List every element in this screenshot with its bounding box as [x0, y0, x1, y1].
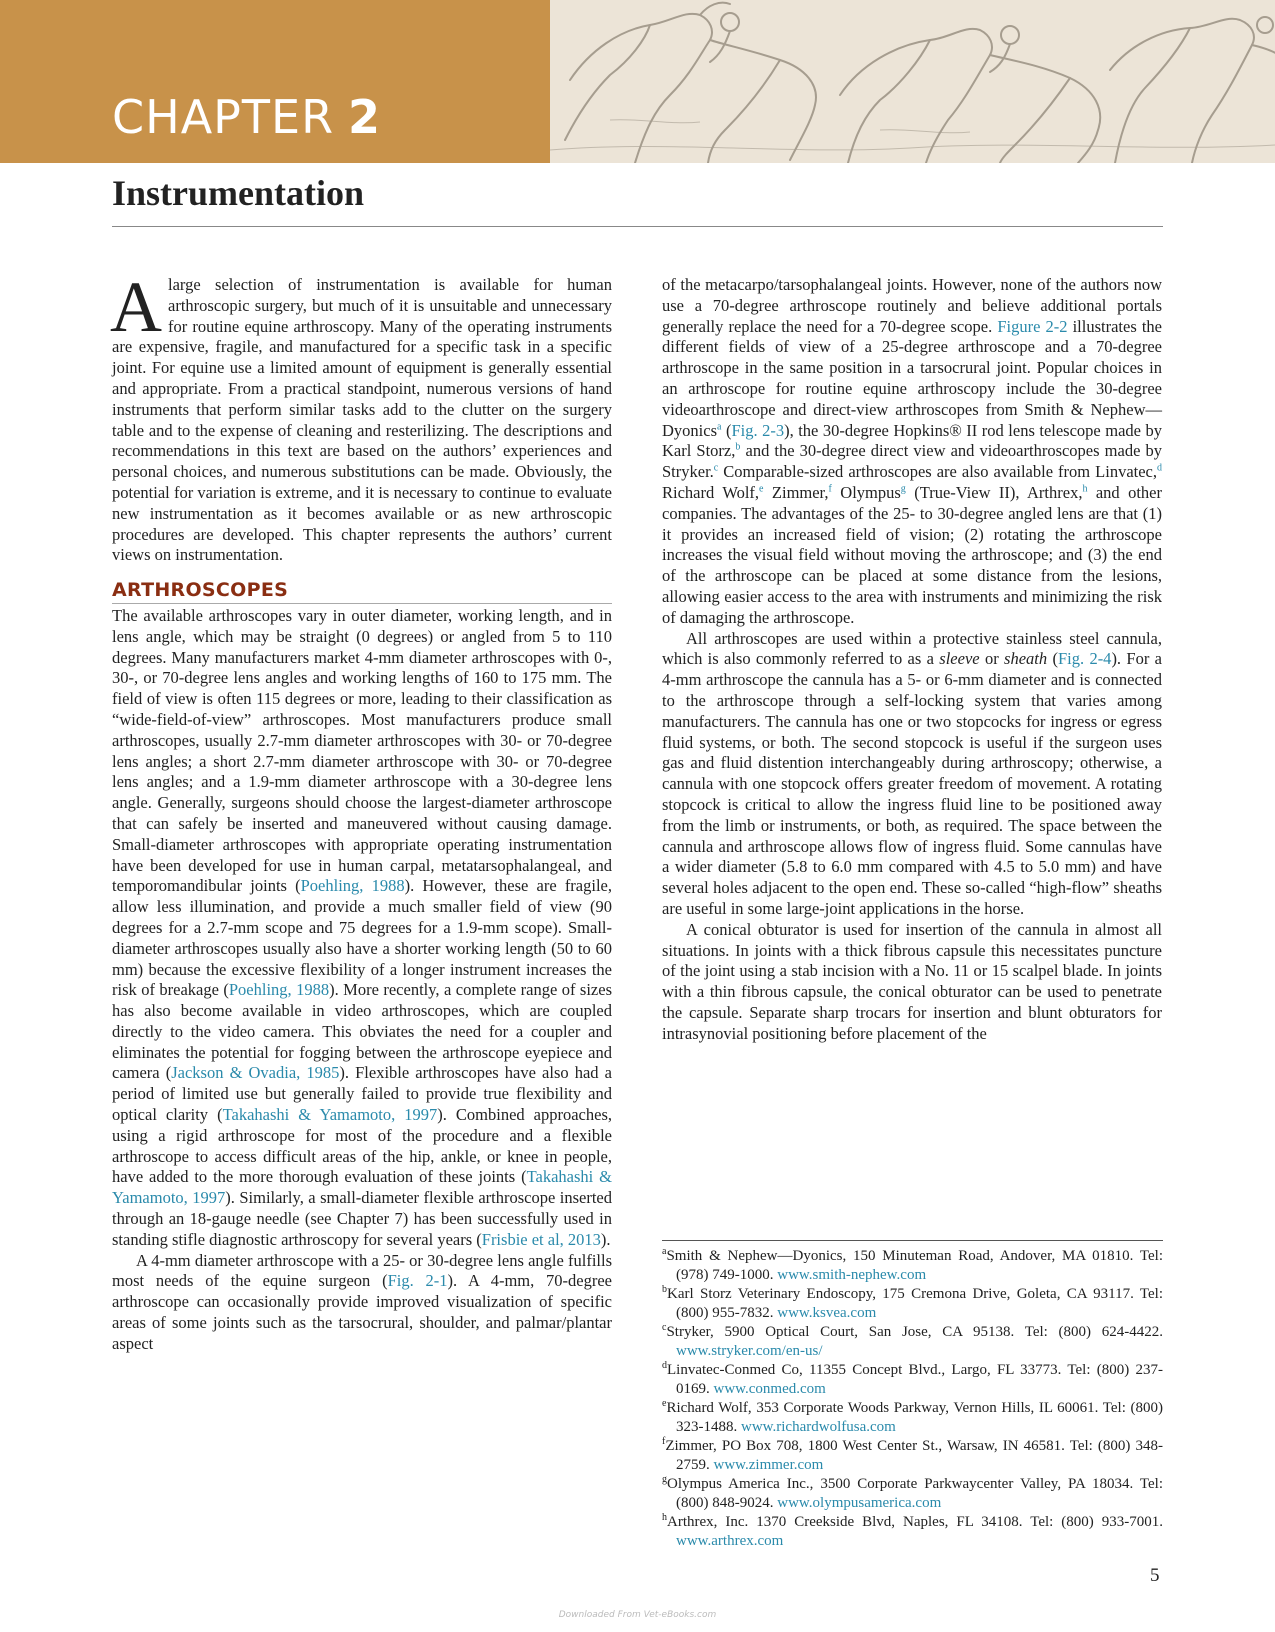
body-text: Comparable-sized arthroscopes are also available from Linvatec, [718, 462, 1157, 482]
body-text: The available arthroscopes vary in outer diameter, working length, and in lens angle, which may be straight (0 degrees) or angled from 5 to 110 degrees. Many manufacturers market 4-mm diameter arthroscopes with 0-, 30-, or 70-degree lens angles and working lengths of 160 to 175 mm. The field of view is often 115 degrees or more, leading to their classification as “wide-field-of-view” arthroscopes. Most manufacturers produce small arthroscopes, usually 2.7-mm diameter arthroscopes with 30- or 70-degree lens angles; a short 2.7-mm diameter arthroscope with 30- or 70-degree lens angles; and a 1.9-mm diameter arthroscope with a 30-degree lens angle. Generally, surgeons should choose the largest-diameter arthroscope that can safely be inserted and maneuvered without causing damage. Small-diameter arthroscopes with appropriate operating instrumentation have been developed for use in human carpal, metatarsophalangeal, and temporomandibular joints ( [112, 605, 612, 896]
page-number: 5 [1150, 1565, 1160, 1586]
citation-link[interactable]: Frisbie et al, 2013 [481, 1229, 601, 1249]
footnote-item [662, 1323, 1163, 1361]
body-text: ). Flexible arthroscopes have also had a period of limited use but generally failed to provide true flexibility and optical clarity ( [112, 1063, 612, 1125]
body-text: ( [721, 420, 732, 440]
footnote-url-link[interactable]: www.ksvea.com [777, 1305, 877, 1321]
footnote-mark: d [662, 1360, 667, 1371]
footnote-mark: g [662, 1474, 667, 1485]
body-text: ). Similarly, a small-diameter flexible arthroscope inserted through an 18-gauge needle (see Chapter 7) has been successfully used in standing stifle diagnostic arthroscopy for several years ( [112, 1188, 613, 1249]
chapter-number: 2 [348, 90, 382, 144]
body-text: ), the 30-degree Hopkins® II rod lens telescope made by Karl Storz, [662, 420, 1162, 461]
footnote-ref[interactable]: b [735, 441, 741, 453]
footnote-url-link[interactable]: www.stryker.com/en-us/ [676, 1343, 823, 1359]
citation-link[interactable]: Takahashi & Yamamoto, 1997 [222, 1105, 438, 1125]
footnote-ref[interactable]: e [759, 483, 764, 495]
footnote-text: Olympus America Inc., 3500 Corporate Parkwaycenter Valley, PA 18034. Tel: (800) 848-9024. [667, 1476, 1163, 1511]
body-text: ). [600, 1229, 611, 1249]
body-text: ). A 4-mm, 70-degree arthroscope can occasionally provide improved visualization of specific areas of some joints such as the tarsocrural, shoulder, and palmar/plantar aspect [112, 1271, 612, 1353]
body-text: and the 30-degree direct view and videoarthroscopes made by Stryker. [662, 441, 1162, 482]
body-text: A 4-mm diameter arthroscope with a 25- or 30-degree lens angle fulfills most needs of the equine surgeon ( [112, 1250, 612, 1291]
footnote-mark: b [662, 1284, 667, 1295]
footnote-mark: e [662, 1398, 667, 1409]
citation-link[interactable]: Takahashi & Yamamoto, 1997 [112, 1167, 612, 1208]
body-text: ). Combined approaches, using a rigid arthroscope for most of the procedure and a flexible arthroscope to access difficult areas of the hip, ankle, or knee in people, have added to the more thorough evaluation of these joints ( [112, 1105, 612, 1187]
footnote-url-link[interactable]: www.richardwolfusa.com [741, 1419, 896, 1435]
body-text: illustrates the different fields of view of a 25-degree arthroscope and a 70-degree arthroscope in the same position in a tarsocrural joint. Popular choices in an arthroscope for routine equine arthroscopy include the 30-degree videoarthroscope and direct-view arthroscopes from Smith & Nephew—Dyonics [662, 316, 1162, 440]
footnote-ref[interactable]: g [900, 483, 906, 495]
footnote-item [662, 1513, 1163, 1551]
footnote-text: Smith & Nephew—Dyonics, 150 Minuteman Road, Andover, MA 01810. Tel: (978) 749-1000. [666, 1248, 1163, 1283]
footnote-item [662, 1437, 1163, 1475]
drop-cap: A [110, 267, 162, 347]
body-paragraph [662, 629, 1162, 920]
footnote-ref[interactable]: h [1082, 483, 1088, 495]
chapter-word: CHAPTER [112, 90, 335, 144]
intro-paragraph [110, 267, 612, 566]
emphasis-text: sleeve [939, 649, 980, 669]
body-paragraph [112, 606, 612, 1251]
footnote-url-link[interactable]: www.zimmer.com [713, 1457, 824, 1473]
footnote-ref[interactable]: c [713, 462, 719, 474]
footnote-ref[interactable]: d [1157, 462, 1162, 474]
figure-link[interactable]: Fig. 2-1 [387, 1271, 448, 1291]
footnote-url-link[interactable]: www.arthrex.com [676, 1533, 784, 1549]
citation-link[interactable]: Poehling, 1988 [228, 980, 330, 1000]
footnote-item [662, 1285, 1163, 1323]
footnote-url-link[interactable]: www.conmed.com [713, 1381, 826, 1397]
body-text: ( [1047, 649, 1058, 669]
body-text: Richard Wolf, [662, 482, 760, 502]
footnote-text: Stryker, 5900 Optical Court, San Jose, CA 95138. Tel: (800) 624-4422. [666, 1324, 1163, 1340]
racehorse-illustration-icon [550, 0, 1275, 163]
body-text: ). For a 4-mm arthroscope the cannula has a 5- or 6-mm diameter and is connected to the arthroscope through a self-locking system that varies among manufacturers. The cannula has one or two stopcocks for ingress or egress fluid systems, or both. The second stopcock is useful if the surgeon uses gas and fluid distention interchangeably during arthroscopy; otherwise, a cannula with one stopcock offers greater freedom of movement. A rotating stopcock is critical to allow the ingress fluid line to be positioned away from the limb or instruments, or both, as required. The space between the cannula and arthroscope allows flow of ingress fluid. Some cannulas have a wider diameter (5.8 to 6.0 mm compared with 4.5 to 5.0 mm) and have several holes adjacent to the open end. These so-called “high-flow” sheaths are useful in some large-joint applications in the horse. [662, 649, 1162, 918]
footnote-text: Richard Wolf, 353 Corporate Woods Parkway, Vernon Hills, IL 60061. Tel: (800) 323-1488. [666, 1400, 1163, 1435]
footnote-mark: f [662, 1436, 666, 1447]
footnote-mark: h [662, 1512, 667, 1523]
footnote-item [662, 1247, 1163, 1285]
emphasis-text: sheath [1004, 649, 1048, 669]
footnote-mark: c [662, 1322, 667, 1333]
footnote-text: Zimmer, PO Box 708, 1800 West Center St., Warsaw, IN 46581. Tel: (800) 348-2759. [665, 1438, 1163, 1473]
figure-link[interactable]: Figure 2-2 [997, 316, 1068, 336]
footnote-divider [662, 1240, 1163, 1241]
body-text: (True-View II), Arthrex, [905, 482, 1083, 502]
footnote-ref[interactable]: f [828, 483, 832, 495]
download-watermark: Downloaded From Vet-eBooks.com [558, 1610, 717, 1620]
citation-link[interactable]: Jackson & Ovadia, 1985 [171, 1063, 340, 1083]
body-paragraph [112, 1251, 612, 1355]
body-text: ). However, these are fragile, allow less illumination, and provide a much smaller field of view (90 degrees for a 2.7-mm scope and 75 degrees for a 1.9-mm scope). Small-diameter arthroscopes usually also have a shorter working length (50 to 60 mm) because the excessive flexibility of a longer instrument increases the risk of breakage ( [112, 876, 612, 1000]
footnote-mark: a [662, 1246, 667, 1257]
footnote-text: Karl Storz Veterinary Endoscopy, 175 Cremona Drive, Goleta, CA 93117. Tel: (800) 955-7832. [667, 1286, 1163, 1321]
intro-text: large selection of instrumentation is available for human arthroscopic surgery, but much of it is unsuitable and unnecessary for routine equine arthroscopy. Many of the operating instruments are expensive, fragile, and manufactured for a specific task in a specific joint. For equine use a limited amount of equipment is generally essential and appropriate. From a practical standpoint, numerous versions of hand instruments that perform similar tasks add to the clutter on the surgery table and to the expense of cleaning and resterilizing. The descriptions and recommendations in this text are based on the authors’ experiences and personal choices, and numerous substitutions can be made. Obviously, the potential for variation is extreme, and it is necessary to continue to evaluate new instrumentation as it becomes available or as new arthroscopic procedures are developed. This chapter represents the authors’ current views on instrumentation. [112, 275, 612, 565]
body-text: All arthroscopes are used within a protective stainless steel cannula, which is also commonly referred to as a [662, 628, 1162, 669]
banner-illustration [550, 0, 1275, 163]
footnote-url-link[interactable]: www.olympusamerica.com [777, 1495, 942, 1511]
section-heading-arthroscopes: ARTHROSCOPES [112, 580, 612, 604]
figure-link[interactable]: Fig. 2-4 [1057, 649, 1112, 669]
page-title: Instrumentation [112, 173, 365, 213]
body-text: of the metacarpo/tarsophalangeal joints. However, none of the authors now use a 70-degree arthroscope routinely and believe additional portals generally replace the need for a 70-degree scope. [662, 275, 1162, 336]
body-paragraph [662, 275, 1162, 629]
body-text: Olympus [831, 482, 901, 502]
chapter-label [112, 90, 381, 144]
footnote-item [662, 1399, 1163, 1437]
body-text: ). More recently, a complete range of sizes has also become available in video arthroscopes, which are coupled directly to the video camera. This obviates the need for a coupler and eliminates the potential for fogging between the arthroscope eyepiece and camera ( [112, 980, 613, 1083]
body-text: Zimmer, [763, 482, 829, 502]
right-column [662, 275, 1162, 1044]
footnotes [662, 1247, 1163, 1551]
citation-link[interactable]: Poehling, 1988 [300, 876, 405, 896]
body-text: or [979, 649, 1005, 669]
footnote-text: Arthrex, Inc. 1370 Creekside Blvd, Naples, FL 34108. Tel: (800) 933-7001. [667, 1514, 1163, 1530]
footnote-ref[interactable]: a [717, 421, 722, 433]
left-column [110, 267, 613, 1355]
footnote-url-link[interactable]: www.smith-nephew.com [777, 1267, 927, 1283]
chapter-banner [0, 0, 1275, 163]
title-divider [112, 226, 1163, 227]
footnote-item [662, 1475, 1163, 1513]
figure-link[interactable]: Fig. 2-3 [731, 420, 785, 440]
body-paragraph: A conical obturator is used for insertion of the cannula in almost all situations. In joints with a thick fibrous capsule this necessitates puncture of the joint using a stab incision with a No. 11 or 15 scalpel blade. In joints with a thin fibrous capsule, the conical obturator can be used to penetrate the capsule. Separate sharp trocars for insertion and blunt obturators for intrasynovial positioning before placement of the [662, 919, 1162, 1043]
footnote-item [662, 1361, 1163, 1399]
body-text: and other companies. The advantages of the 25- to 30-degree angled lens are that (1) it provides an increased field of vision; (2) rotating the arthroscope increases the visual field without moving the arthroscope; and (3) the end of the arthroscope can be placed at some distance from the lesions, allowing easier access to the area with instruments and minimizing the risk of damaging the arthroscope. [662, 482, 1162, 627]
footnote-text: Linvatec-Conmed Co, 11355 Concept Blvd., Largo, FL 33773. Tel: (800) 237-0169. [667, 1362, 1163, 1397]
